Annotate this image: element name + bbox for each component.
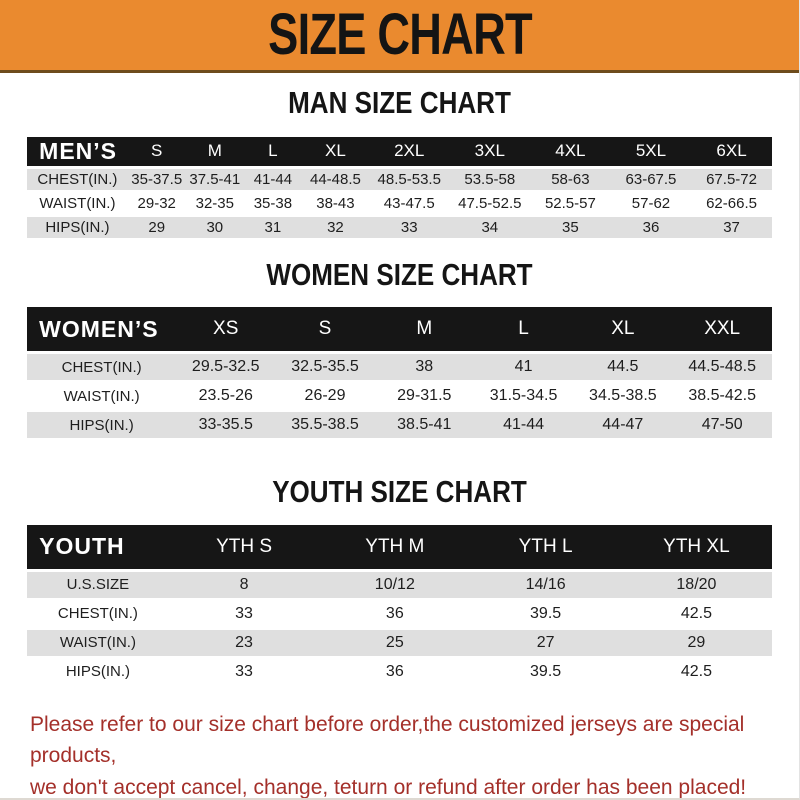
- table-row: [27, 383, 772, 409]
- size-value-cell: 58-63: [530, 169, 611, 190]
- size-value-cell: 26-29: [275, 383, 374, 409]
- women-size-table: [27, 304, 772, 441]
- table-row: [27, 193, 772, 214]
- size-value-cell: 34.5-38.5: [573, 383, 672, 409]
- measurement-label: U.S.SIZE: [27, 572, 168, 598]
- size-value-cell: 34: [450, 217, 531, 238]
- size-value-cell: 29.5-32.5: [176, 354, 275, 380]
- table-title-cell: MEN’S: [27, 137, 128, 166]
- measurement-label: CHEST(IN.): [27, 354, 176, 380]
- size-column-header: XXL: [673, 307, 772, 351]
- size-value-cell: 25: [319, 630, 470, 656]
- table-row: [27, 601, 772, 627]
- size-value-cell: 33: [369, 217, 450, 238]
- size-value-cell: 35.5-38.5: [275, 412, 374, 438]
- size-value-cell: 44.5: [573, 354, 672, 380]
- size-column-header: 4XL: [530, 137, 611, 166]
- footer-note: [30, 709, 789, 800]
- size-column-header: L: [474, 307, 573, 351]
- table-row: [27, 412, 772, 438]
- size-value-cell: 37.5-41: [186, 169, 244, 190]
- table-row: [27, 659, 772, 685]
- size-value-cell: 27: [470, 630, 621, 656]
- size-value-cell: 10/12: [319, 572, 470, 598]
- size-value-cell: 41-44: [244, 169, 302, 190]
- size-value-cell: 31: [244, 217, 302, 238]
- section-youth: [0, 474, 799, 688]
- measurement-label: CHEST(IN.): [27, 601, 168, 627]
- size-value-cell: 38-43: [302, 193, 369, 214]
- table-header-row: [27, 137, 772, 166]
- size-value-cell: 23.5-26: [176, 383, 275, 409]
- size-value-cell: 14/16: [470, 572, 621, 598]
- size-value-cell: 42.5: [621, 601, 772, 627]
- size-column-header: 2XL: [369, 137, 450, 166]
- size-value-cell: 44.5-48.5: [673, 354, 772, 380]
- banner: [0, 0, 799, 73]
- size-value-cell: 47.5-52.5: [450, 193, 531, 214]
- youth-size-table: [27, 522, 772, 688]
- footer-line-2: we don't accept cancel, change, teturn or refund after order has been placed!: [30, 775, 747, 799]
- size-value-cell: 29: [128, 217, 186, 238]
- measurement-label: HIPS(IN.): [27, 412, 176, 438]
- size-value-cell: 44-47: [573, 412, 672, 438]
- size-value-cell: 41-44: [474, 412, 573, 438]
- size-value-cell: 33: [169, 659, 320, 685]
- table-row: [27, 354, 772, 380]
- size-value-cell: 32: [302, 217, 369, 238]
- size-value-cell: 44-48.5: [302, 169, 369, 190]
- size-value-cell: 36: [319, 659, 470, 685]
- size-value-cell: 38.5-41: [375, 412, 474, 438]
- size-value-cell: 52.5-57: [530, 193, 611, 214]
- size-value-cell: 35-37.5: [128, 169, 186, 190]
- size-column-header: XL: [573, 307, 672, 351]
- size-column-header: YTH L: [470, 525, 621, 569]
- measurement-label: HIPS(IN.): [27, 659, 168, 685]
- size-value-cell: 35: [530, 217, 611, 238]
- measurement-label: WAIST(IN.): [27, 630, 168, 656]
- size-value-cell: 29-32: [128, 193, 186, 214]
- size-value-cell: 33: [169, 601, 320, 627]
- men-section-heading: MAN SIZE CHART: [288, 85, 511, 120]
- size-column-header: S: [128, 137, 186, 166]
- size-value-cell: 29-31.5: [375, 383, 474, 409]
- table-header-row: [27, 307, 772, 351]
- measurement-label: WAIST(IN.): [27, 193, 128, 214]
- size-value-cell: 32.5-35.5: [275, 354, 374, 380]
- size-column-header: 5XL: [611, 137, 692, 166]
- size-value-cell: 37: [691, 217, 772, 238]
- measurement-label: WAIST(IN.): [27, 383, 176, 409]
- size-value-cell: 48.5-53.5: [369, 169, 450, 190]
- section-men: [0, 85, 799, 241]
- size-column-header: M: [375, 307, 474, 351]
- size-column-header: 6XL: [691, 137, 772, 166]
- size-column-header: S: [275, 307, 374, 351]
- size-value-cell: 29: [621, 630, 772, 656]
- table-row: [27, 169, 772, 190]
- size-value-cell: 63-67.5: [611, 169, 692, 190]
- table-row: [27, 630, 772, 656]
- size-value-cell: 41: [474, 354, 573, 380]
- size-column-header: YTH M: [319, 525, 470, 569]
- size-value-cell: 39.5: [470, 601, 621, 627]
- size-value-cell: 57-62: [611, 193, 692, 214]
- size-value-cell: 30: [186, 217, 244, 238]
- size-value-cell: 67.5-72: [691, 169, 772, 190]
- table-title-cell: WOMEN’S: [27, 307, 176, 351]
- youth-section-heading: YOUTH SIZE CHART: [272, 474, 527, 510]
- size-column-header: YTH S: [169, 525, 320, 569]
- size-value-cell: 23: [169, 630, 320, 656]
- size-value-cell: 47-50: [673, 412, 772, 438]
- men-size-table: [27, 134, 772, 241]
- size-column-header: YTH XL: [621, 525, 772, 569]
- size-value-cell: 38: [375, 354, 474, 380]
- size-value-cell: 33-35.5: [176, 412, 275, 438]
- size-value-cell: 35-38: [244, 193, 302, 214]
- size-value-cell: 42.5: [621, 659, 772, 685]
- size-column-header: 3XL: [450, 137, 531, 166]
- size-value-cell: 36: [319, 601, 470, 627]
- women-section-heading: WOMEN SIZE CHART: [266, 256, 533, 292]
- table-row: [27, 217, 772, 238]
- section-women: [0, 257, 799, 442]
- size-column-header: XL: [302, 137, 369, 166]
- size-value-cell: 31.5-34.5: [474, 383, 573, 409]
- table-header-row: [27, 525, 772, 569]
- measurement-label: CHEST(IN.): [27, 169, 128, 190]
- size-column-header: XS: [176, 307, 275, 351]
- size-value-cell: 36: [611, 217, 692, 238]
- size-value-cell: 38.5-42.5: [673, 383, 772, 409]
- table-row: [27, 572, 772, 598]
- size-value-cell: 62-66.5: [691, 193, 772, 214]
- measurement-label: HIPS(IN.): [27, 217, 128, 238]
- page-title: SIZE CHART: [267, 2, 532, 67]
- footer-line-1: Please refer to our size chart before order,the customized jerseys are special products,: [30, 712, 745, 768]
- size-value-cell: 18/20: [621, 572, 772, 598]
- size-column-header: M: [186, 137, 244, 166]
- size-value-cell: 43-47.5: [369, 193, 450, 214]
- size-value-cell: 39.5: [470, 659, 621, 685]
- size-value-cell: 53.5-58: [450, 169, 531, 190]
- table-title-cell: YOUTH: [27, 525, 168, 569]
- size-value-cell: 8: [169, 572, 320, 598]
- size-value-cell: 32-35: [186, 193, 244, 214]
- size-column-header: L: [244, 137, 302, 166]
